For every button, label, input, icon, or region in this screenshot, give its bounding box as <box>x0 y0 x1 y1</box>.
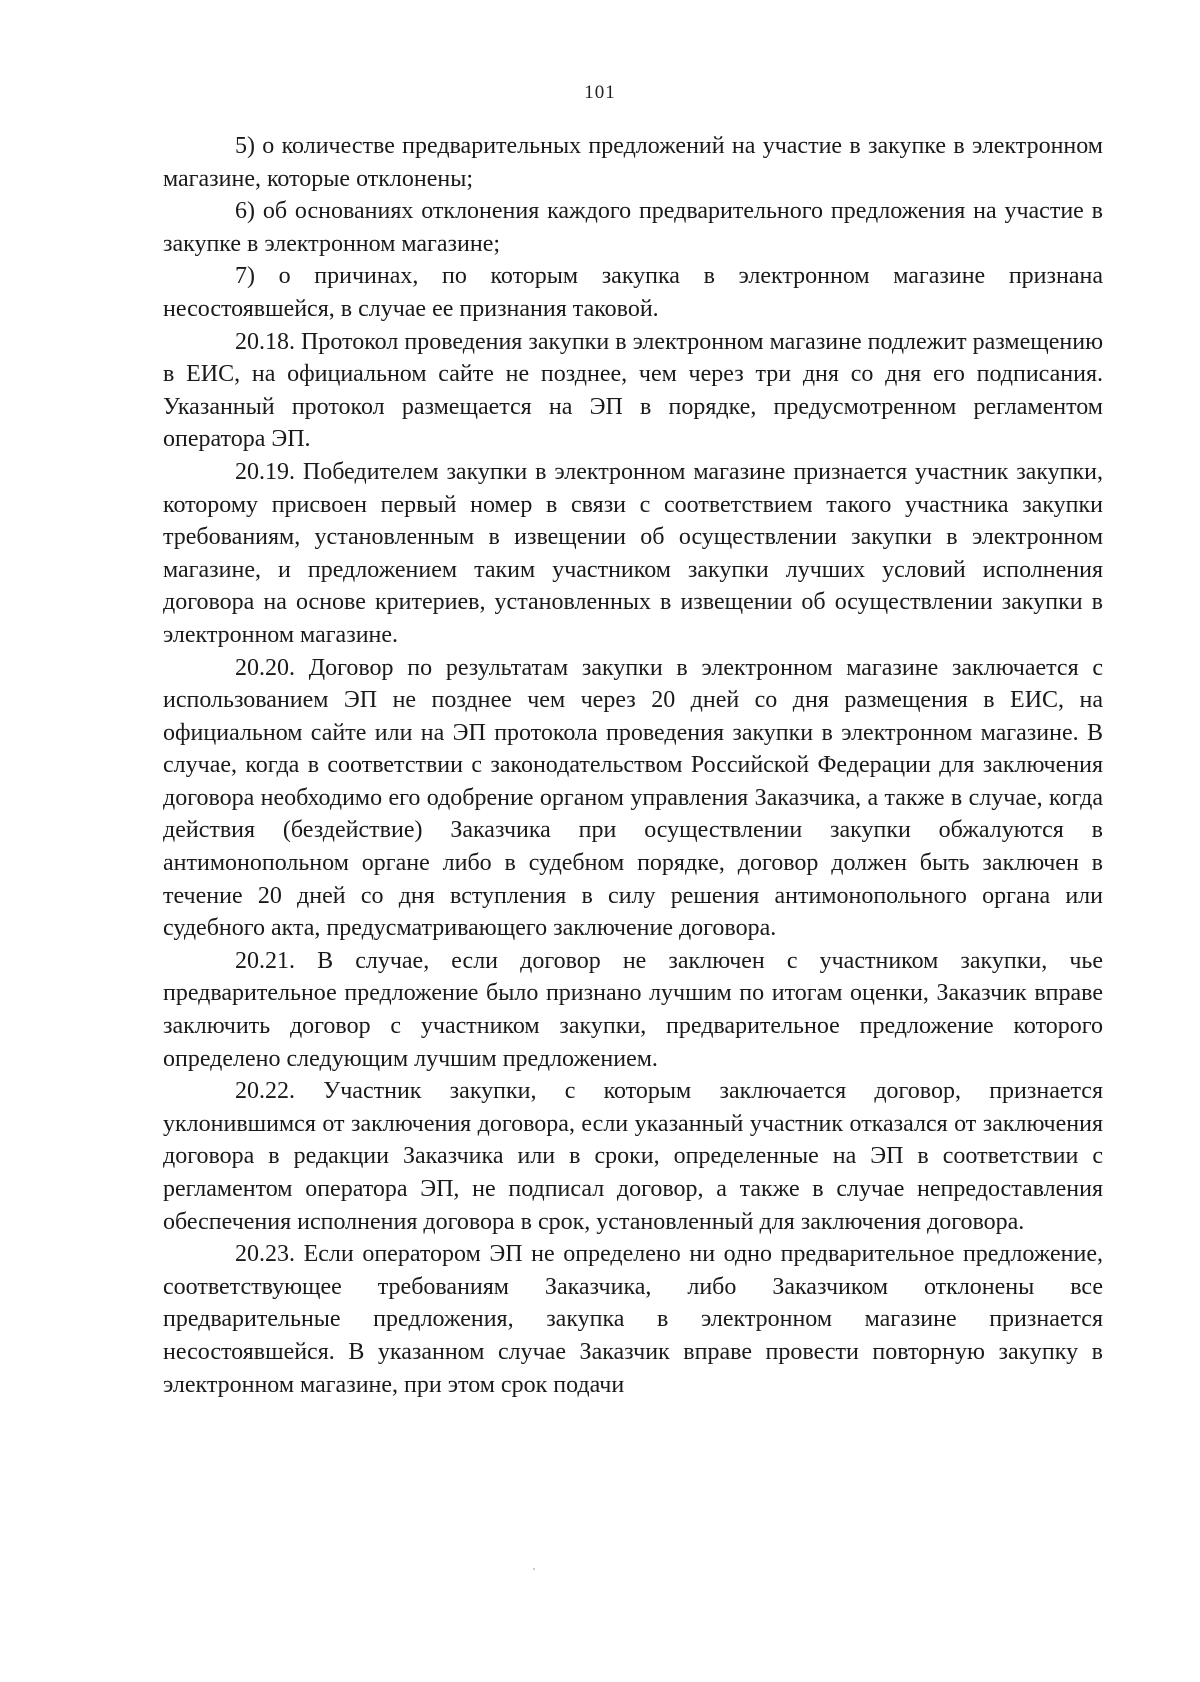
paragraph-20-23: 20.23. Если оператором ЭП не определено ни одно предварительное предложение, соответствующее требованиям Заказчика, либо Заказчиком отклонены все предварительные предложения, закупка в электронном магазине признается несостоявшейся. В указанном случае Заказчик вправе провести повторную закупку в электронном магазине, при этом срок подачи <box>163 1241 1103 1398</box>
paragraph-20-21: 20.21. В случае, если договор не заключен с участником закупки, чье предварительное предложение было признано лучшим по итогам оценки, Заказчик вправе заключить договор с участником закупки, предварительное предложение которого определено следующим лучшим предложением. <box>163 947 1103 1072</box>
paragraph-20-22: 20.22. Участник закупки, с которым заключается договор, признается уклонившимся от заключения договора, если указанный участник отказался от заключения договора в редакции Заказчика или в сроки, определенные на ЭП в соответствии с регламентом оператора ЭП, не подписал договор, а также в случае непредоставления обеспечения исполнения договора в срок, установленный для заключения договора. <box>163 1078 1103 1235</box>
paragraph-item-5: 5) о количестве предварительных предложений на участие в закупке в электронном магазине, которые отклонены; <box>163 133 1103 192</box>
paragraph-20-18: 20.18. Протокол проведения закупки в электронном магазине подлежит размещению в ЕИС, на официальном сайте не позднее, чем через три дня со дня его подписания. Указанный протокол размещается на ЭП в порядке, предусмотренном регламентом оператора ЭП. <box>163 328 1103 453</box>
paragraph-20-20: 20.20. Договор по результатам закупки в электронном магазине заключается с использованием ЭП не позднее чем через 20 дней со дня размещения в ЕИС, на официальном сайте или на ЭП протокола проведения закупки в электронном магазине. В случае, когда в соответствии с законодательством Российской Федерации для заключения договора необходимо его одобрение органом управления Заказчика, а также в случае, когда действия (бездействие) Заказчика при осуществлении закупки обжалуются в антимонопольном органе либо в судебном порядке, договор должен быть заключен в течение 20 дней со дня вступления в силу решения антимонопольного органа или судебного акта, предусматривающего заключение договора. <box>163 654 1103 942</box>
paragraph-20-19: 20.19. Победителем закупки в электронном магазине признается участник закупки, которому присвоен первый номер в связи с соответствием такого участника закупки требованиям, установленным в извещении об осуществлении закупки в электронном магазине, и предложением таким участником закупки лучших условий исполнения договора на основе критериев, установленных в извещении об осуществлении закупки в электронном магазине. <box>163 458 1103 648</box>
scan-artifact <box>533 1568 535 1570</box>
page-number: 101 <box>584 82 616 103</box>
document-body <box>163 130 1103 1401</box>
paragraph-item-7: 7) о причинах, по которым закупка в электронном магазине признана несостоявшейся, в случае ее признания таковой. <box>163 263 1103 322</box>
paragraph-item-6: 6) об основаниях отклонения каждого предварительного предложения на участие в закупке в электронном магазине; <box>163 198 1103 257</box>
